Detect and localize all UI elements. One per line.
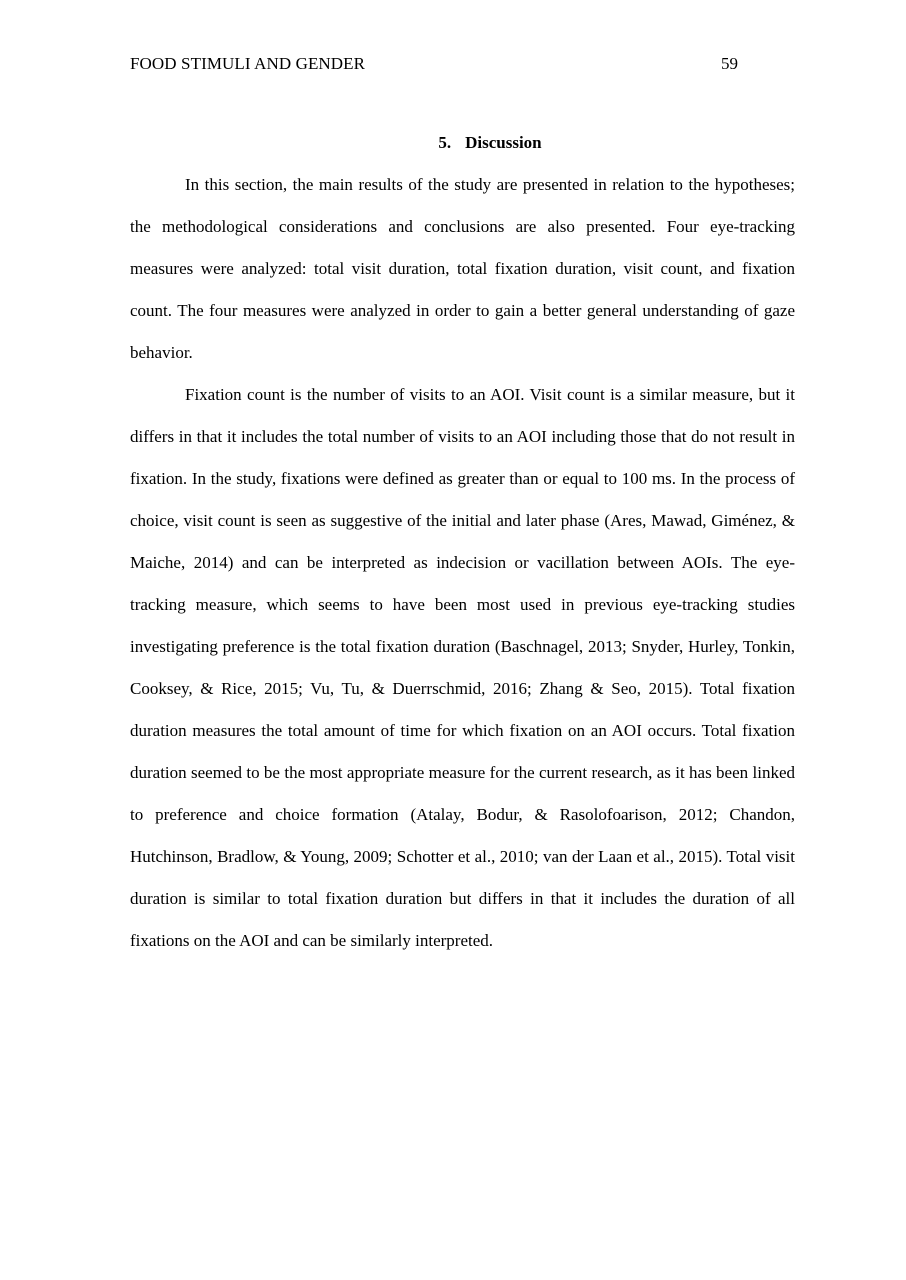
paragraph-measures: Fixation count is the number of visits to an AOI. Visit count is a similar measure, but it differs in that it includes the total number of visits to an AOI including those that do not result in fixation. In the study, fixations were defined as greater than or equal to 100 ms. In the process of choice, visit count is seen as suggestive of the initial and later phase (Ares, Mawad, Giménez, & Maiche, 2014) and can be interpreted as indecision or vacillation between AOIs. The eye-tracking measure, which seems to have been most used in previous eye-tracking studies investigating preference is the total fixation duration (Baschnagel, 2013; Snyder, Hurley, Tonkin, Cooksey, & Rice, 2015; Vu, Tu, & Duerrschmid, 2016; Zhang & Seo, 2015). Total fixation duration measures the total amount of time for which fixation on an AOI occurs. Total fixation duration seemed to be the most appropriate measure for the current research, as it has been linked to preference and choice formation (Atalay, Bodur, & Rasolofoarison, 2012; Chandon, Hutchinson, Bradlow, & Young, 2009; Schotter et al., 2010; van der Laan et al., 2015). Total visit duration is similar to total fixation duration but differs in that it includes the duration of all fixations on the AOI and can be similarly interpreted.	[130, 385, 795, 950]
body-text	[130, 164, 795, 962]
running-head: FOOD STIMULI AND GENDER	[130, 54, 366, 73]
paragraph-intro: In this section, the main results of the study are presented in relation to the hypotheses; the methodological considerations and conclusions are also presented. Four eye-tracking measures were analyzed: total visit duration, total fixation duration, visit count, and fixation count. The four measures were analyzed in order to gain a better general understanding of gaze behavior.	[130, 175, 795, 362]
section-number: 5.	[438, 133, 452, 152]
page-number: 59	[721, 54, 738, 73]
section-title: Discussion	[465, 133, 542, 152]
section-heading	[130, 133, 850, 153]
